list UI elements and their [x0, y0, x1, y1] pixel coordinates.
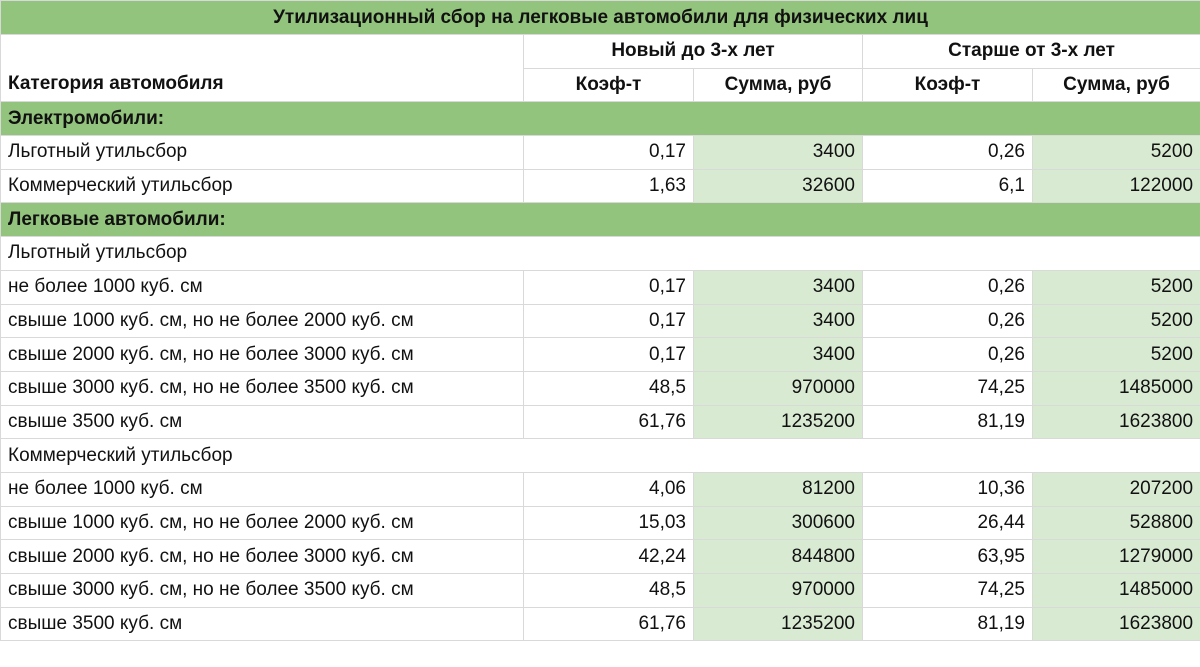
- sum-new-cell: 1235200: [694, 607, 863, 641]
- subsection-label: Коммерческий утильсбор: [1, 439, 1200, 473]
- table-row: [1, 169, 1200, 203]
- sum-old-cell: 1279000: [1033, 540, 1200, 574]
- sum-old-cell: 528800: [1033, 506, 1200, 540]
- header-sum-new: Сумма, руб: [694, 68, 863, 102]
- row-label: свыше 3000 куб. см, но не более 3500 куб. см: [1, 371, 524, 405]
- table-row: [1, 405, 1200, 439]
- coef-old-cell: 81,19: [863, 607, 1033, 641]
- subsection-row: [1, 439, 1200, 473]
- row-label: свыше 3500 куб. см: [1, 405, 524, 439]
- coef-old-cell: 10,36: [863, 472, 1033, 506]
- sum-old-cell: 1485000: [1033, 371, 1200, 405]
- table-row: [1, 270, 1200, 304]
- header-sum-old: Сумма, руб: [1033, 68, 1200, 102]
- coef-new-cell: 61,76: [524, 405, 694, 439]
- row-label: не более 1000 куб. см: [1, 270, 524, 304]
- title-row: [1, 1, 1200, 35]
- row-label: свыше 2000 куб. см, но не более 3000 куб. см: [1, 338, 524, 372]
- section-row: [1, 102, 1200, 136]
- table-row: [1, 574, 1200, 608]
- header-group-row: [1, 35, 1200, 69]
- row-label: свыше 2000 куб. см, но не более 3000 куб. см: [1, 540, 524, 574]
- sum-old-cell: 1485000: [1033, 574, 1200, 608]
- coef-old-cell: 81,19: [863, 405, 1033, 439]
- coef-old-cell: 0,26: [863, 270, 1033, 304]
- row-label: Льготный утильсбор: [1, 136, 524, 170]
- row-label: свыше 3000 куб. см, но не более 3500 куб. см: [1, 574, 524, 608]
- sum-old-cell: 1623800: [1033, 607, 1200, 641]
- row-label: свыше 1000 куб. см, но не более 2000 куб. см: [1, 304, 524, 338]
- sum-new-cell: 32600: [694, 169, 863, 203]
- coef-new-cell: 15,03: [524, 506, 694, 540]
- row-label: свыше 3500 куб. см: [1, 607, 524, 641]
- sum-old-cell: 5200: [1033, 136, 1200, 170]
- row-label: не более 1000 куб. см: [1, 472, 524, 506]
- sum-new-cell: 1235200: [694, 405, 863, 439]
- coef-new-cell: 0,17: [524, 270, 694, 304]
- coef-old-cell: 0,26: [863, 304, 1033, 338]
- sum-new-cell: 300600: [694, 506, 863, 540]
- sum-new-cell: 970000: [694, 371, 863, 405]
- sum-new-cell: 844800: [694, 540, 863, 574]
- sum-old-cell: 122000: [1033, 169, 1200, 203]
- coef-new-cell: 0,17: [524, 304, 694, 338]
- header-coef-old: Коэф-т: [863, 68, 1033, 102]
- sum-old-cell: 207200: [1033, 472, 1200, 506]
- sum-new-cell: 3400: [694, 270, 863, 304]
- coef-old-cell: 0,26: [863, 338, 1033, 372]
- coef-new-cell: 61,76: [524, 607, 694, 641]
- section-label: Легковые автомобили:: [1, 203, 1200, 237]
- coef-old-cell: 74,25: [863, 371, 1033, 405]
- coef-new-cell: 0,17: [524, 136, 694, 170]
- coef-new-cell: 42,24: [524, 540, 694, 574]
- row-label: Коммерческий утильсбор: [1, 169, 524, 203]
- table-row: [1, 540, 1200, 574]
- header-group-new: Новый до 3-х лет: [524, 35, 863, 69]
- coef-old-cell: 74,25: [863, 574, 1033, 608]
- header-group-old: Старше от 3-х лет: [863, 35, 1200, 69]
- coef-old-cell: 6,1: [863, 169, 1033, 203]
- table-body: [1, 1, 1200, 641]
- row-label: свыше 1000 куб. см, но не более 2000 куб. см: [1, 506, 524, 540]
- coef-new-cell: 0,17: [524, 338, 694, 372]
- table-row: [1, 338, 1200, 372]
- table-row: [1, 304, 1200, 338]
- table-row: [1, 371, 1200, 405]
- coef-new-cell: 1,63: [524, 169, 694, 203]
- coef-new-cell: 48,5: [524, 574, 694, 608]
- table-title: Утилизационный сбор на легковые автомобили для физических лиц: [1, 1, 1200, 35]
- sum-old-cell: 5200: [1033, 338, 1200, 372]
- sum-old-cell: 5200: [1033, 304, 1200, 338]
- sum-new-cell: 3400: [694, 304, 863, 338]
- sum-old-cell: 5200: [1033, 270, 1200, 304]
- sum-new-cell: 81200: [694, 472, 863, 506]
- section-row: [1, 203, 1200, 237]
- subsection-row: [1, 237, 1200, 271]
- coef-old-cell: 63,95: [863, 540, 1033, 574]
- table-row: [1, 136, 1200, 170]
- sum-new-cell: 3400: [694, 338, 863, 372]
- sum-new-cell: 3400: [694, 136, 863, 170]
- header-category: Категория автомобиля: [1, 35, 524, 102]
- sum-new-cell: 970000: [694, 574, 863, 608]
- table-row: [1, 472, 1200, 506]
- table-row: [1, 607, 1200, 641]
- sum-old-cell: 1623800: [1033, 405, 1200, 439]
- table-row: [1, 506, 1200, 540]
- subsection-label: Льготный утильсбор: [1, 237, 1200, 271]
- coef-new-cell: 4,06: [524, 472, 694, 506]
- coef-old-cell: 0,26: [863, 136, 1033, 170]
- header-coef-new: Коэф-т: [524, 68, 694, 102]
- coef-old-cell: 26,44: [863, 506, 1033, 540]
- coef-new-cell: 48,5: [524, 371, 694, 405]
- section-label: Электромобили:: [1, 102, 1200, 136]
